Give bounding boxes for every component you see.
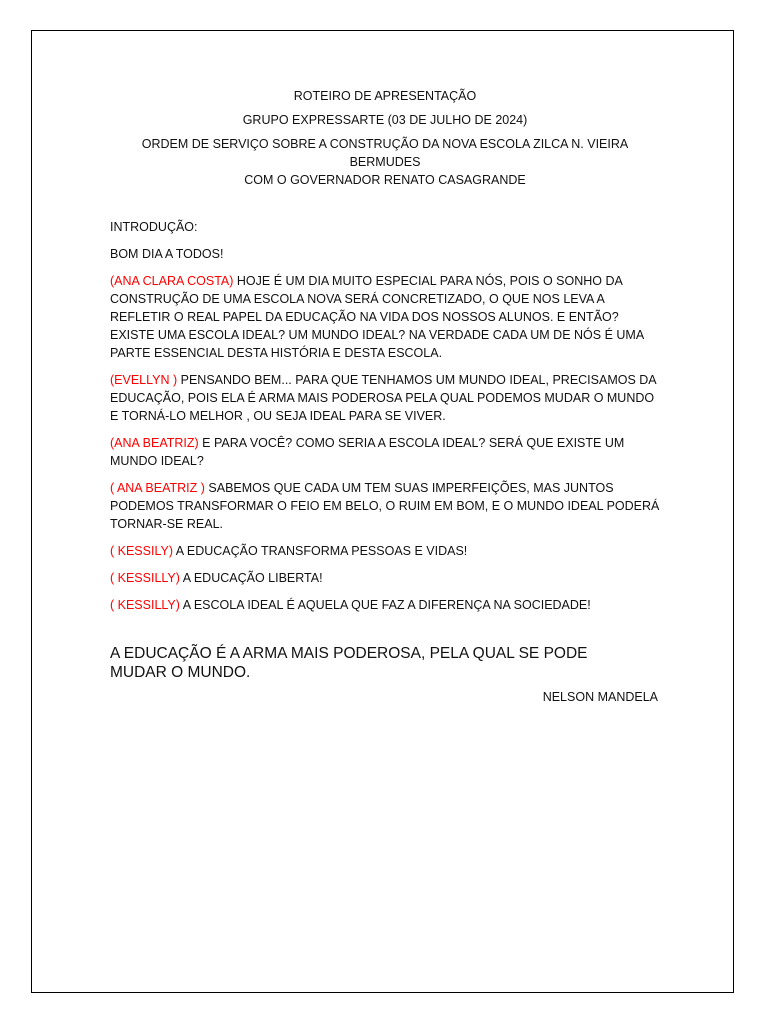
greeting: BOM DIA A TODOS! bbox=[110, 247, 224, 261]
script-line bbox=[110, 434, 660, 470]
speaker-name: (ANA BEATRIZ) bbox=[110, 436, 199, 450]
subject-line-1: ORDEM DE SERVIÇO SOBRE A CONSTRUÇÃO DA NOVA ESCOLA ZILCA N. VIEIRA BERMUDES bbox=[141, 137, 629, 169]
speech-text: HOJE É UM DIA MUITO ESPECIAL PARA NÓS, POIS O SONHO DA CONSTRUÇÃO DE UMA ESCOLA NOVA SERÁ CONCRETIZADO, O QUE NOS LEVA A REFLETIR O REAL PAPEL DA EDUCAÇÃO NA VIDA DOS NOSSOS ALUNOS. E ENTÃO? EXISTE UMA ESCOLA IDEAL? UM MUNDO IDEAL? NA VERDADE CADA UM DE NÓS É UMA PARTE ESSENCIAL DESTA HISTÓRIA E DESTA ESCOLA. bbox=[110, 274, 644, 360]
document-page bbox=[31, 30, 734, 993]
quote-author: NELSON MANDELA bbox=[542, 690, 658, 704]
speaker-name: (EVELLYN ) bbox=[110, 373, 178, 387]
speech-text: E PARA VOCÊ? COMO SERIA A ESCOLA IDEAL? SERÁ QUE EXISTE UM MUNDO IDEAL? bbox=[110, 436, 625, 468]
speech-text: A EDUCAÇÃO TRANSFORMA PESSOAS E VIDAS! bbox=[172, 544, 468, 558]
script-line bbox=[110, 272, 660, 362]
spacer bbox=[110, 193, 660, 218]
speaker-name: ( KESSILLY) bbox=[110, 571, 180, 585]
subject-line-2: COM O GOVERNADOR RENATO CASAGRANDE bbox=[244, 173, 526, 187]
speech-text: A ESCOLA IDEAL É AQUELA QUE FAZ A DIFERENÇA NA SOCIEDADE! bbox=[179, 598, 591, 612]
speaker-name: ( KESSILY) bbox=[110, 544, 173, 558]
closing-quote: A EDUCAÇÃO É A ARMA MAIS PODEROSA, PELA QUAL SE PODE MUDAR O MUNDO. bbox=[110, 645, 588, 681]
script-line bbox=[110, 479, 660, 533]
group-line: GRUPO EXPRESSARTE (03 DE JULHO DE 2024) bbox=[242, 113, 528, 127]
script-line bbox=[110, 371, 660, 425]
speaker-name: ( KESSILLY) bbox=[110, 598, 180, 612]
speaker-name: ( ANA BEATRIZ ) bbox=[110, 481, 205, 495]
script-line bbox=[110, 542, 660, 560]
speech-text: A EDUCAÇÃO LIBERTA! bbox=[179, 571, 323, 585]
speaker-name: (ANA CLARA COSTA) bbox=[110, 274, 234, 288]
document-content bbox=[110, 87, 660, 706]
speech-text: SABEMOS QUE CADA UM TEM SUAS IMPERFEIÇÕES, MAS JUNTOS PODEMOS TRANSFORMAR O FEIO EM BELO, O RUIM EM BOM, E O MUNDO IDEAL PODERÁ TORNAR-SE REAL. bbox=[110, 481, 660, 531]
document-title: ROTEIRO DE APRESENTAÇÃO bbox=[293, 89, 477, 103]
speech-text: PENSANDO BEM... PARA QUE TENHAMOS UM MUNDO IDEAL, PRECISAMOS DA EDUCAÇÃO, POIS ELA É ARMA MAIS PODEROSA PELA QUAL PODEMOS MUDAR O MUNDO E TORNÁ-LO MELHOR , OU SEJA IDEAL PARA SE VIVER. bbox=[110, 373, 656, 423]
intro-label: INTRODUÇÃO: bbox=[110, 220, 198, 234]
script-line bbox=[110, 569, 660, 587]
script-line bbox=[110, 596, 660, 614]
